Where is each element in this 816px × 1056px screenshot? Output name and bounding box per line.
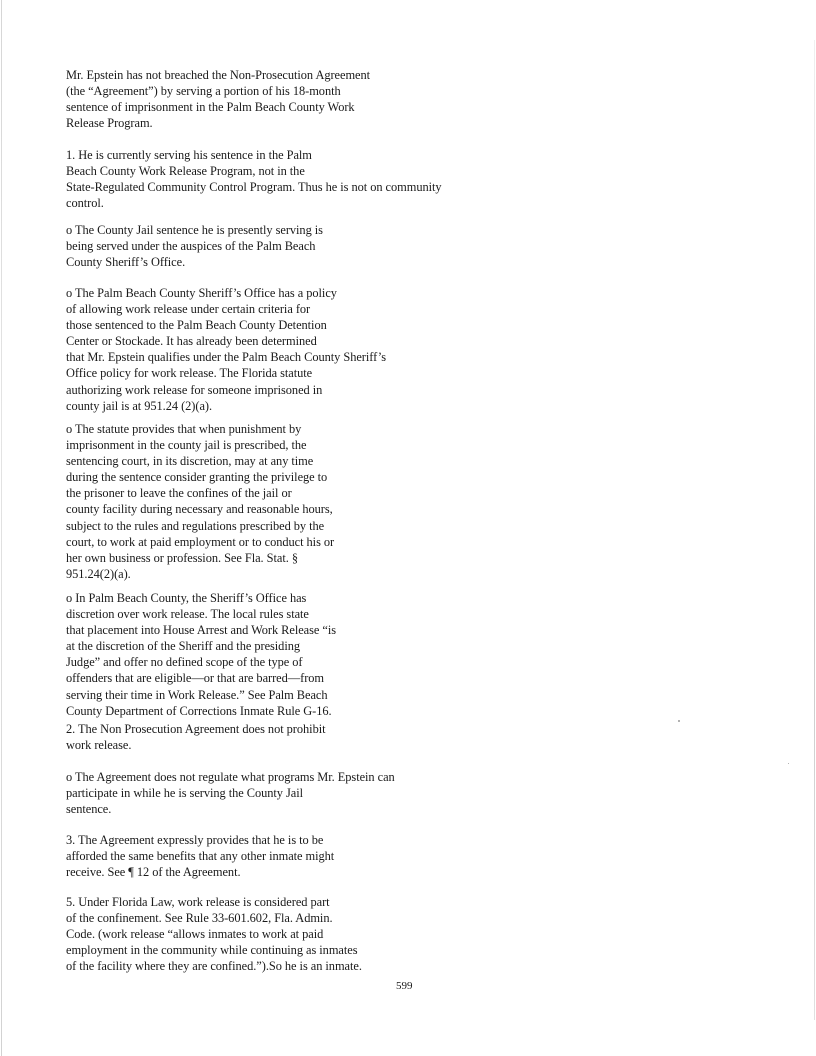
text-line: the prisoner to leave the confines of the jail or bbox=[66, 486, 292, 501]
text-line: o The County Jail sentence he is presently serving is bbox=[66, 223, 323, 237]
bullet-local-rules-paragraph bbox=[66, 590, 336, 719]
text-line: discretion over work release. The local rules state bbox=[66, 607, 309, 622]
point-3-paragraph bbox=[66, 832, 334, 880]
text-line: participate in while he is serving the County Jail bbox=[66, 786, 304, 801]
text-line: Mr. Epstein has not breached the Non-Prosecution Agreement bbox=[66, 68, 371, 82]
bullet-sheriff-policy-paragraph bbox=[66, 285, 386, 414]
text-line: that Mr. Epstein qualifies under the Palm Beach County Sheriff’s bbox=[66, 350, 387, 365]
text-line: o In Palm Beach County, the Sheriff’s Office has bbox=[66, 591, 307, 605]
text-line: being served under the auspices of the Palm Beach bbox=[66, 239, 316, 254]
text-line: 3. The Agreement expressly provides that he is to be bbox=[66, 833, 324, 847]
text-line: County Department of Corrections Inmate Rule G-16. bbox=[66, 703, 332, 718]
bullet-jail-sentence-paragraph bbox=[66, 222, 323, 270]
text-line: o The Agreement does not regulate what programs Mr. Epstein can bbox=[66, 770, 395, 784]
text-line: sentencing court, in its discretion, may at any time bbox=[66, 454, 314, 469]
text-line: sentence of imprisonment in the Palm Beach County Work bbox=[66, 100, 355, 115]
text-line: sentence. bbox=[66, 802, 112, 817]
text-line: (the “Agreement”) by serving a portion of his 18-month bbox=[66, 84, 341, 99]
text-line: o The Palm Beach County Sheriff’s Office has a policy bbox=[66, 286, 337, 300]
text-line: county facility during necessary and reasonable hours, bbox=[66, 502, 333, 517]
text-line: control. bbox=[66, 196, 104, 211]
text-line: Release Program. bbox=[66, 116, 153, 131]
text-line: work release. bbox=[66, 738, 132, 753]
bullet-agreement-programs-paragraph bbox=[66, 769, 395, 817]
bullet-statute-paragraph bbox=[66, 421, 334, 582]
point-5-paragraph bbox=[66, 894, 362, 974]
text-line: Beach County Work Release Program, not in the bbox=[66, 164, 305, 179]
text-line: receive. See ¶ 12 of the Agreement. bbox=[66, 865, 241, 880]
point-2-paragraph bbox=[66, 721, 326, 753]
text-line: Code. (work release “allows inmates to work at paid bbox=[66, 927, 324, 942]
text-line: employment in the community while continuing as inmates bbox=[66, 943, 358, 958]
text-line: offenders that are eligible—or that are barred—from bbox=[66, 671, 324, 686]
scan-edge-right bbox=[814, 40, 815, 1020]
text-line: afforded the same benefits that any other inmate might bbox=[66, 849, 335, 864]
text-line: 1. He is currently serving his sentence in the Palm bbox=[66, 148, 312, 162]
text-line: 2. The Non Prosecution Agreement does not prohibit bbox=[66, 722, 326, 736]
text-line: imprisonment in the county jail is prescribed, the bbox=[66, 438, 307, 453]
scan-speck bbox=[788, 763, 789, 764]
intro-paragraph bbox=[66, 67, 370, 131]
text-line: county jail is at 951.24 (2)(a). bbox=[66, 398, 213, 413]
text-line: 951.24(2)(a). bbox=[66, 566, 131, 581]
scan-speck bbox=[678, 720, 680, 722]
text-line: 5. Under Florida Law, work release is considered part bbox=[66, 895, 330, 909]
text-line: her own business or profession. See Fla. Stat. § bbox=[66, 550, 298, 565]
text-line: County Sheriff’s Office. bbox=[66, 255, 186, 270]
text-line: those sentenced to the Palm Beach County Detention bbox=[66, 318, 327, 333]
text-line: court, to work at paid employment or to conduct his or bbox=[66, 534, 335, 549]
text-line: during the sentence consider granting the privilege to bbox=[66, 470, 328, 485]
point-1-paragraph bbox=[66, 147, 442, 211]
text-line: at the discretion of the Sheriff and the presiding bbox=[66, 639, 301, 654]
text-line: Judge” and offer no defined scope of the type of bbox=[66, 655, 303, 670]
scan-edge-left bbox=[1, 0, 2, 1056]
text-line: that placement into House Arrest and Work Release “is bbox=[66, 623, 337, 638]
text-line: subject to the rules and regulations prescribed by the bbox=[66, 518, 325, 533]
text-line: Office policy for work release. The Florida statute bbox=[66, 366, 313, 381]
text-line: of the facility where they are confined.”).So he is an inmate. bbox=[66, 959, 362, 974]
page-number: 599 bbox=[396, 980, 413, 992]
text-line: Center or Stockade. It has already been determined bbox=[66, 334, 317, 349]
text-line: o The statute provides that when punishment by bbox=[66, 422, 302, 436]
text-line: serving their time in Work Release.” See Palm Beach bbox=[66, 687, 328, 702]
text-line: of allowing work release under certain criteria for bbox=[66, 302, 311, 317]
text-line: of the confinement. See Rule 33-601.602, Fla. Admin. bbox=[66, 911, 333, 926]
text-line: State-Regulated Community Control Program. Thus he is not on community bbox=[66, 180, 442, 195]
text-line: authorizing work release for someone imprisoned in bbox=[66, 382, 323, 397]
